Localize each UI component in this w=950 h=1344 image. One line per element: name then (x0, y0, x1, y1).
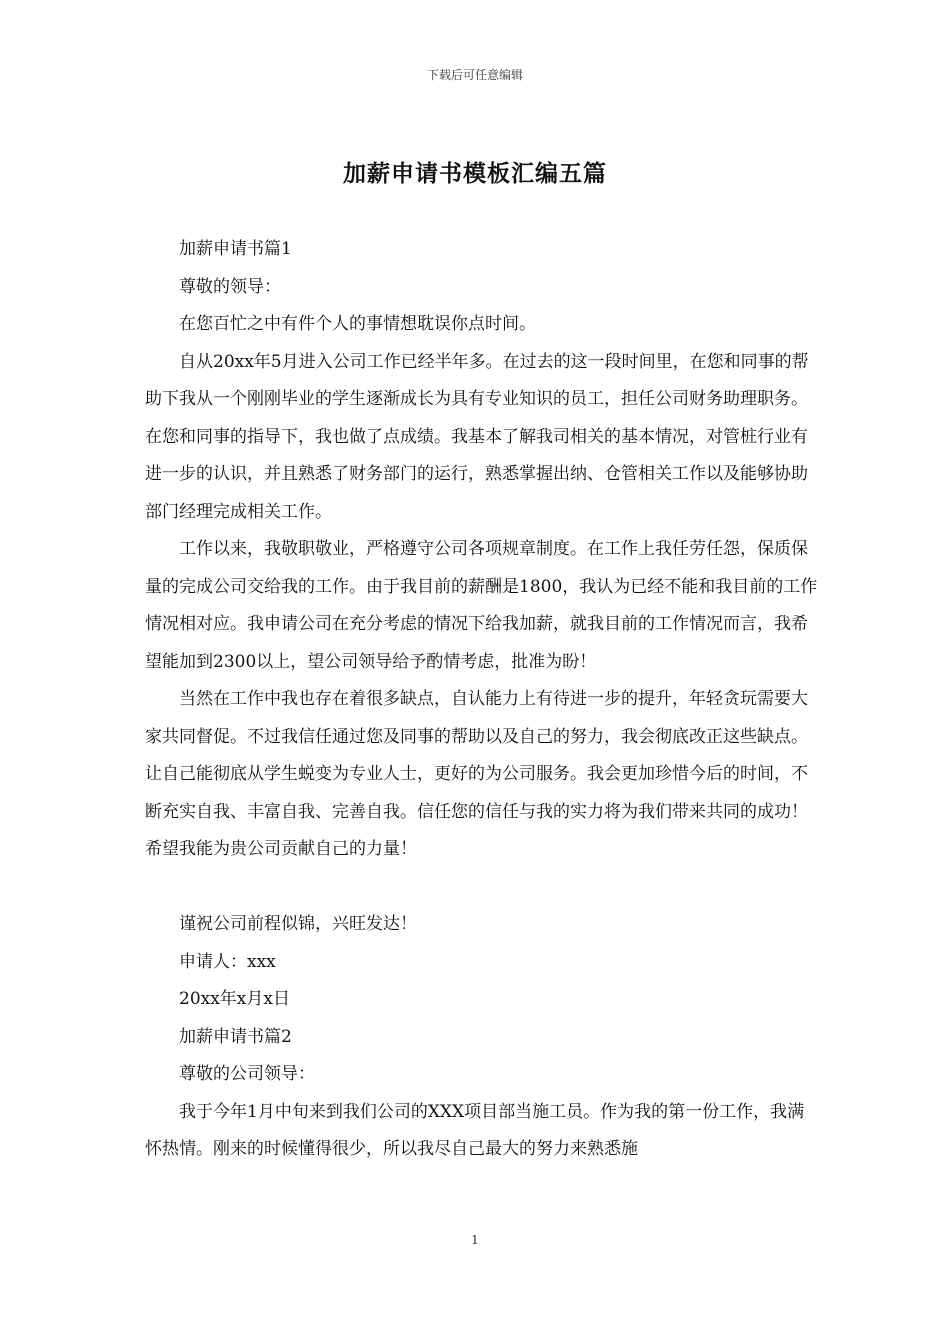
section-heading-1: 加薪申请书篇1 (179, 239, 292, 259)
section-heading-2: 加薪申请书篇2 (179, 1026, 292, 1047)
blank-line (145, 869, 820, 907)
paragraph: 当然在工作中我也存在着很多缺点，自认能力上有待进一步的提升，年轻贪玩需要大家共同督促。不过我信任通过您及同事的帮助以及自己的努力，我会彻底改正这些缺点。让自己能彻底从学生蜕变为专业人士，更好的为公司服务。我会更加珍惜今后的时间，不断充实自我、丰富自我、完善自我。信任您的信任与我的实力将为我们带来共同的成功！希望我能为贵公司贡献自己的力量！ (145, 689, 808, 859)
paragraph: 自从20xx年5月进入公司工作已经半年多。在过去的这一段时间里，在您和同事的帮助下我从一个刚刚毕业的学生逐渐成长为具有专业知识的员工，担任公司财务助理职务。在您和同事的指导下，我也做了点成绩。我基本了解我司相关的基本情况，对管桩行业有进一步的认识，并且熟悉了财务部门的运行，熟悉掌握出纳、仓管相关工作以及能够协助部门经理完成相关工作。 (145, 351, 809, 522)
salutation-2: 尊敬的公司领导： (179, 1064, 315, 1084)
paragraph: 我于今年1月中旬来到我们公司的XXX项目部当施工员。作为我的第一份工作，我满怀热情。刚来的时候懂得很少，所以我尽自己最大的努力来熟悉施 (145, 1101, 805, 1159)
header-note: 下载后可任意编辑 (426, 68, 523, 82)
date-line: 20xx年x月x日 (179, 989, 290, 1009)
paragraph: 在您百忙之中有件个人的事情想耽误你点时间。 (179, 314, 536, 334)
page-number: 1 (471, 1233, 479, 1247)
document-title: 加薪申请书模板汇编五篇 (343, 160, 607, 187)
paragraph: 工作以来，我敬职敬业，严格遵守公司各项规章制度。在工作上我任劳任怨，保质保量的完成公司交给我的工作。由于我目前的薪酬是1800，我认为已经不能和我目前的工作情况相对应。我申请公司在充分考虑的情况下给我加薪，就我目前的工作情况而言，我希望能加到2300以上，望公司领导给予酌情考虑，批准为盼！ (145, 539, 818, 672)
closing-wish: 谨祝公司前程似锦，兴旺发达！ (179, 914, 417, 934)
document-body (145, 231, 820, 1169)
applicant-line: 申请人：xxx (179, 951, 276, 972)
salutation-1: 尊敬的领导： (179, 276, 281, 297)
